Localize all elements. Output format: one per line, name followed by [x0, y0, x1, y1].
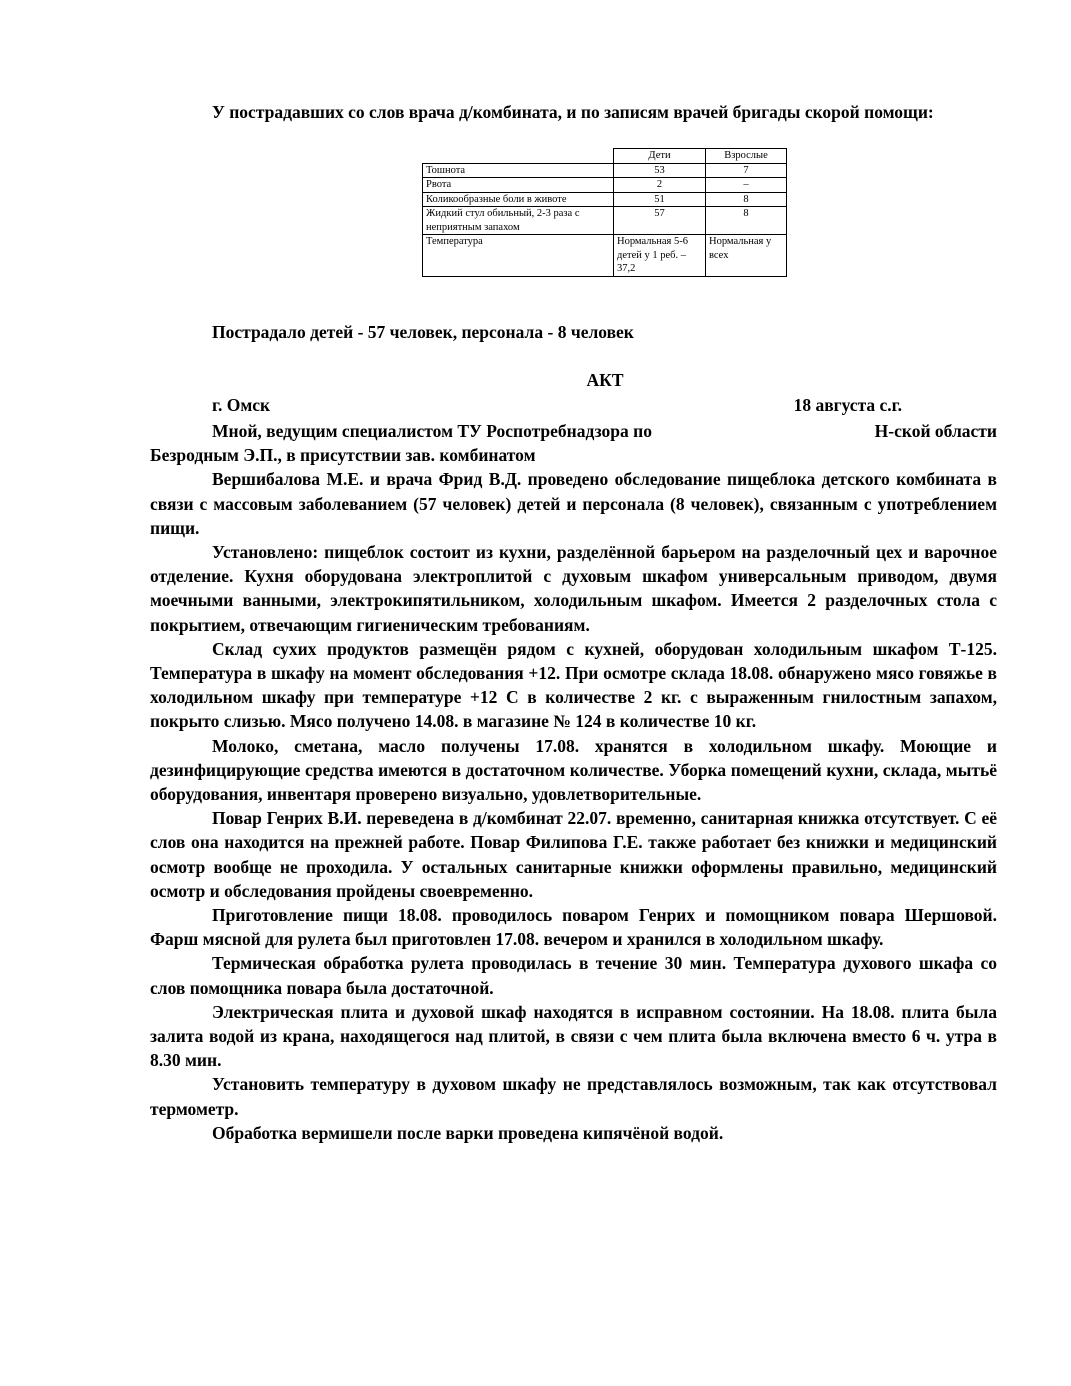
table-row — [423, 235, 787, 277]
city-date-line — [212, 395, 902, 416]
act-body — [150, 419, 997, 1145]
paragraph: Молоко, сметана, масло получены 17.08. хранятся в холодильном шкафу. Моющие и дезинфицирующие средства имеются в достаточном количестве. Уборка помещений кухни, склада, мытьё оборудования, инвентаря проверено визуально, удовлетворительные. — [150, 735, 997, 805]
adults-cell: 8 — [706, 207, 787, 235]
table-row — [423, 207, 787, 235]
opening-right-text: Н-ской области — [874, 421, 997, 441]
date-label: 18 августа с.г. — [793, 395, 902, 415]
city-label: г. Омск — [212, 395, 271, 415]
adults-cell: 8 — [706, 192, 787, 207]
adults-cell: Нормальная у всех — [706, 235, 787, 277]
paragraph: Вершибалова М.Е. и врача Фрид В.Д. проведено обследование пищеблока детского комбината в связи с массовым заболеванием (57 человек) детей и персонала (8 человек), связанным с употреблением пищи. — [150, 469, 997, 538]
opening-line-2: Безродным Э.П., в присутствии зав. комбинатом — [150, 445, 536, 466]
paragraph: Термическая обработка рулета проводилась в течение 30 мин. Температура духового шкафа со слов помощника повара была достаточной. — [150, 953, 997, 998]
table-row — [423, 178, 787, 193]
paragraph: Обработка вермишели после варки проведена кипячёной водой. — [212, 1122, 724, 1143]
adults-cell: 7 — [706, 163, 787, 178]
table-header-cell: Дети — [614, 149, 706, 164]
children-cell: 2 — [614, 178, 706, 193]
intro-text: У пострадавших со слов врача д/комбината, и по записям врачей бригады скорой помощи: — [212, 102, 934, 122]
symptom-cell: Температура — [423, 235, 614, 277]
paragraph: Электрическая плита и духовой шкаф находятся в исправном состоянии. На 18.08. плита была залита водой из крана, находящегося над плитой, в связи с чем плита была включена вместо 6 ч. утра в 8.30 мин. — [150, 1001, 997, 1071]
paragraph: Установить температуру в духовом шкафу не представлялось возможным, так как отсутствовал термометр. — [150, 1074, 997, 1119]
symptoms-table — [422, 148, 787, 277]
table-row — [423, 163, 787, 178]
symptom-cell: Рвота — [423, 178, 614, 193]
table-header-row — [423, 149, 787, 164]
children-cell: Нормальная 5-6 детей у 1 реб. – 37,2 — [614, 235, 706, 277]
paragraph: Установлено: пищеблок состоит из кухни, разделённой барьером на разделочный цех и варочное отделение. Кухня оборудована электроплитой с духовым шкафом универсальным приводом, двумя моечными ванными, электрокипятильником, холодильным шкафом. Имеется 2 разделочных стола с покрытием, отвечающим гигиеническим требованиям. — [150, 542, 997, 635]
children-cell: 57 — [614, 207, 706, 235]
act-title: АКТ — [586, 370, 624, 390]
children-cell: 51 — [614, 192, 706, 207]
children-cell: 53 — [614, 163, 706, 178]
opening-line-split — [212, 419, 997, 443]
symptom-cell: Тошнота — [423, 163, 614, 178]
paragraph: Склад сухих продуктов размещён рядом с кухней, оборудован холодильным шкафом Т-125. Температура в шкафу на момент обследования +12. При осмотре склада 18.08. обнаружено мясо говяжье в холодильном шкафу при температуре +12 С в количестве 2 кг. с выраженным гнилостным запахом, покрыто слизью. Мясо получено 14.08. в магазине № 124 в количестве 10 кг. — [150, 638, 997, 732]
paragraph: Повар Генрих В.И. переведена в д/комбинат 22.07. временно, санитарная книжка отсутствует. С её слов она находится на прежней работе. Повар Филипова Г.Е. также работает без книжки и медицинский осмотр вообще не проходила. У остальных санитарные книжки оформлены правильно, медицинский осмотр и обследования пройдены своевременно. — [150, 808, 997, 901]
symptom-cell: Жидкий стул обильный, 2-3 раза с неприятным запахом — [423, 207, 614, 235]
symptom-cell: Коликообразные боли в животе — [423, 192, 614, 207]
opening-left-text: Мной, ведущим специалистом ТУ Роспотребнадзора по — [212, 421, 652, 441]
adults-cell: – — [706, 178, 787, 193]
table-header-cell — [423, 149, 614, 164]
table-header-cell: Взрослые — [706, 149, 787, 164]
opening-line — [150, 419, 997, 443]
document-page — [150, 100, 997, 1143]
summary-line: Пострадало детей - 57 человек, персонала - 8 человек — [212, 322, 634, 342]
table-row — [423, 192, 787, 207]
paragraph: Приготовление пищи 18.08. проводилось поваром Генрих и помощником повара Шершовой. Фарш мясной для рулета был приготовлен 17.08. вечером и хранился в холодильном шкафу. — [150, 905, 997, 950]
